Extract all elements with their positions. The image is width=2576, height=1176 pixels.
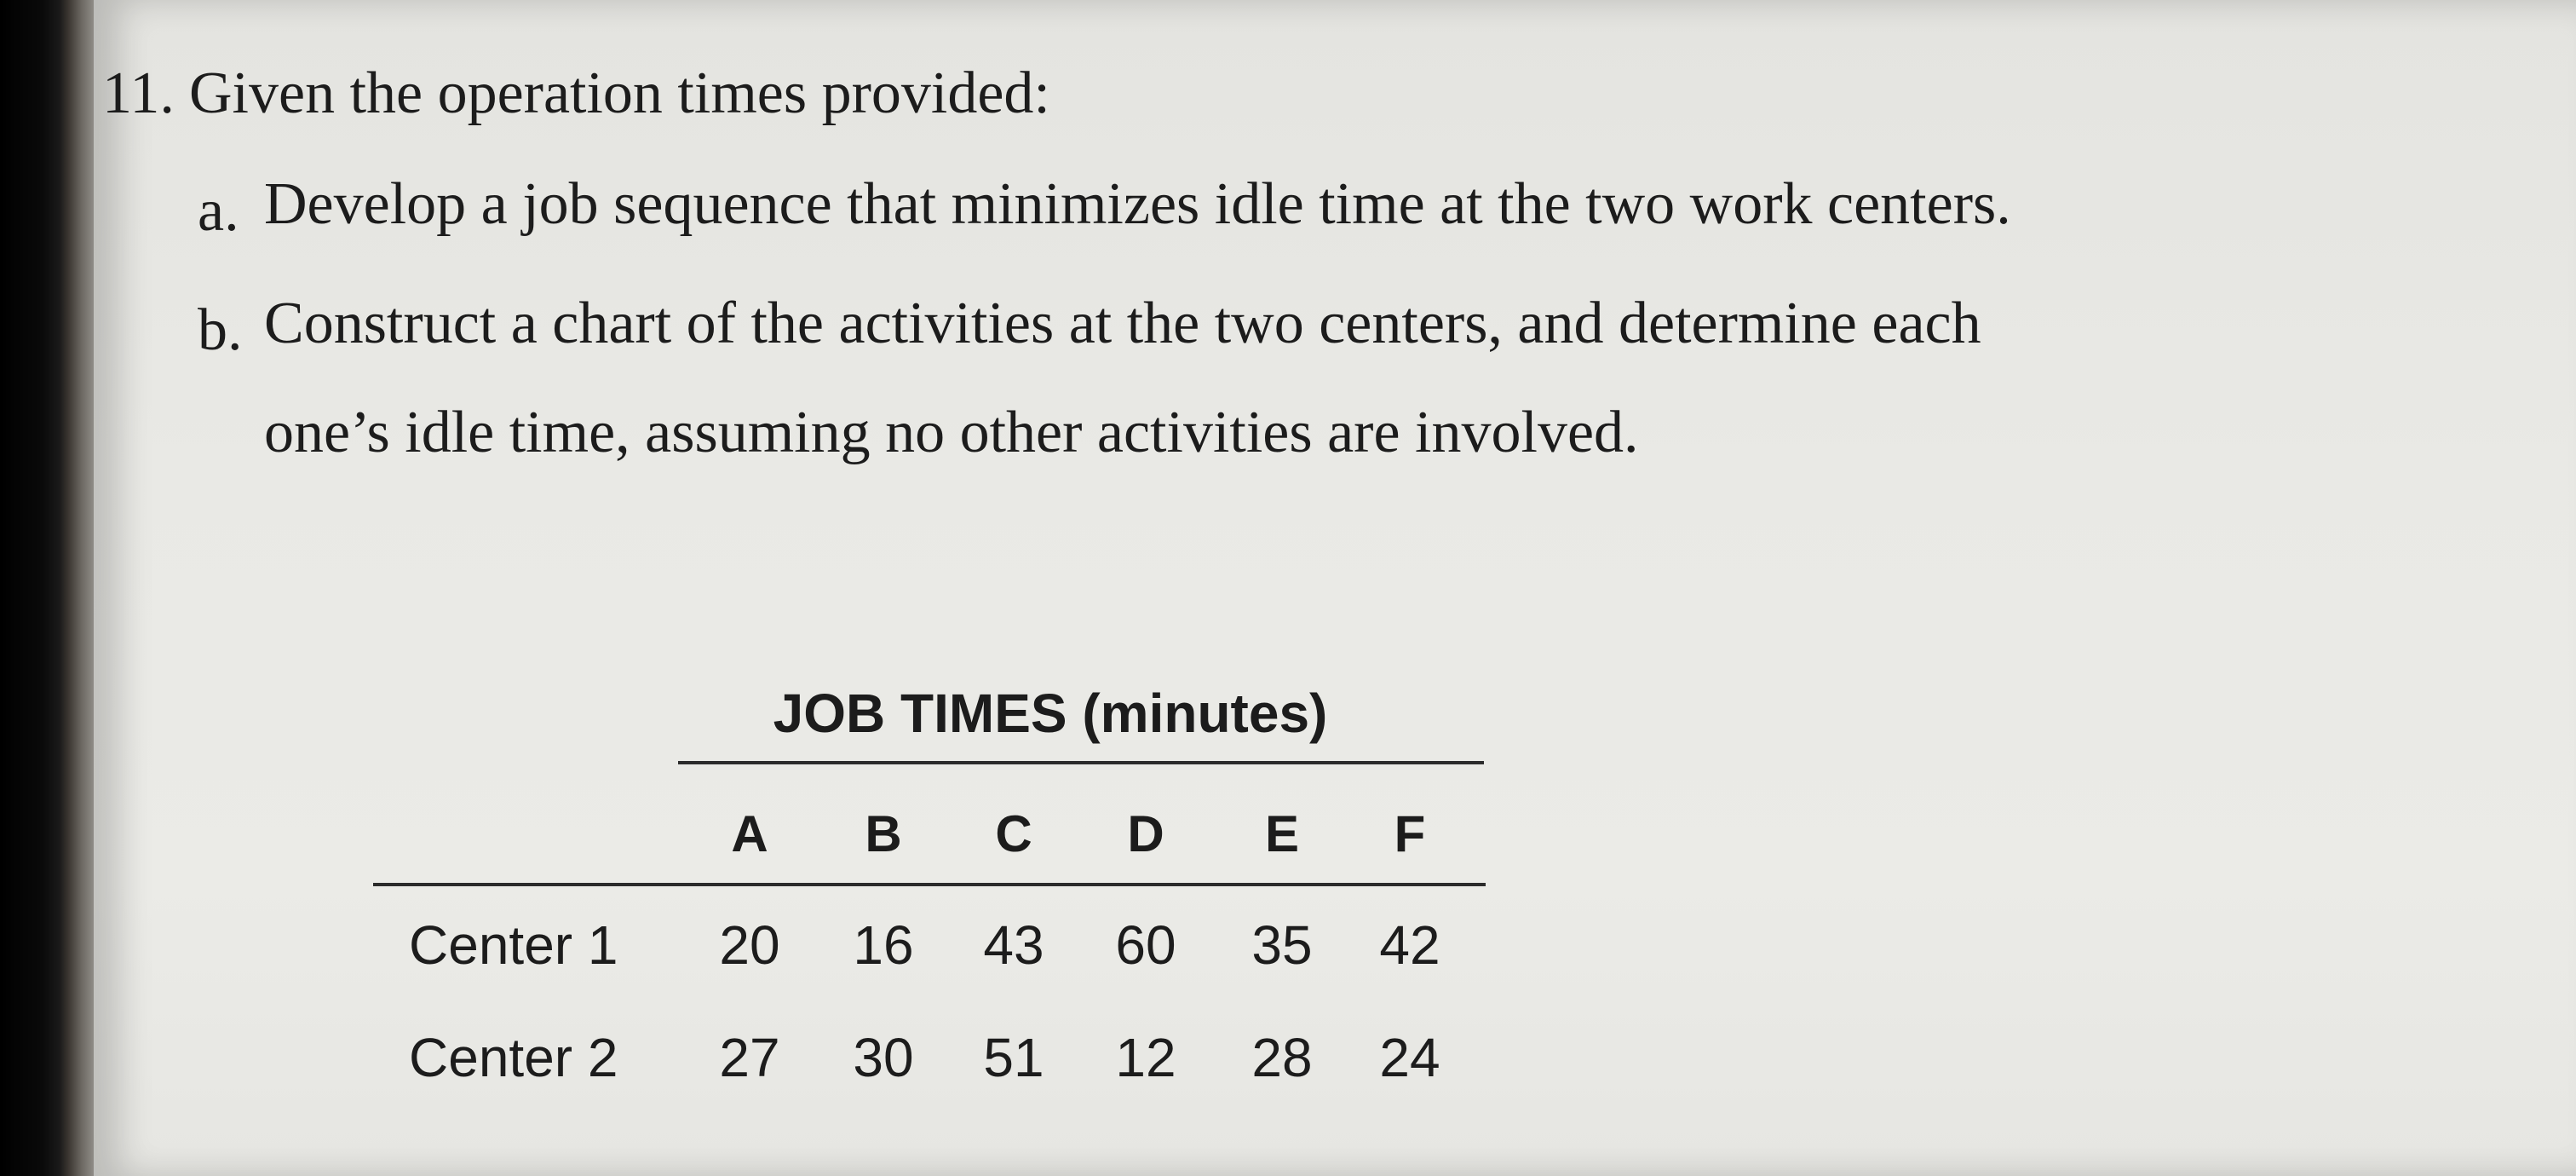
- table-top-rule: [678, 761, 1484, 764]
- table-cell: 27: [719, 1027, 780, 1088]
- table-cell: 60: [1115, 914, 1176, 976]
- part-a-label: a.: [198, 178, 239, 244]
- table-cell: 35: [1251, 914, 1313, 976]
- part-b-text-line-1: Construct a chart of the activities at the two centers, and determine each: [264, 291, 1981, 356]
- table-cell: 16: [853, 914, 914, 976]
- part-b-label: b.: [198, 297, 243, 363]
- column-header-f: F: [1394, 805, 1426, 862]
- table-cell: 28: [1251, 1027, 1313, 1088]
- row-label-center-1: Center 1: [409, 914, 618, 976]
- table-cell: 43: [983, 914, 1044, 976]
- table-cell: 12: [1115, 1027, 1176, 1088]
- part-a-text: Develop a job sequence that minimizes idle time at the two work centers.: [264, 171, 2011, 237]
- part-b-text-line-2: one’s idle time, assuming no other activities are involved.: [264, 400, 1639, 465]
- column-header-b: B: [865, 805, 902, 862]
- column-header-c: C: [995, 805, 1032, 862]
- column-header-a: A: [731, 805, 768, 862]
- table-cell: 30: [853, 1027, 914, 1088]
- row-label-center-2: Center 2: [409, 1027, 618, 1088]
- column-header-d: D: [1127, 805, 1164, 862]
- table-cell: 51: [983, 1027, 1044, 1088]
- table-cell: 20: [719, 914, 780, 976]
- table-header-rule: [373, 883, 1486, 886]
- table-cell: 24: [1379, 1027, 1440, 1088]
- question-stem: Given the operation times provided:: [189, 61, 1050, 126]
- question-number: 11.: [102, 61, 175, 126]
- table-title: JOB TIMES (minutes): [773, 683, 1328, 744]
- table-cell: 42: [1379, 914, 1440, 976]
- column-header-e: E: [1264, 805, 1300, 862]
